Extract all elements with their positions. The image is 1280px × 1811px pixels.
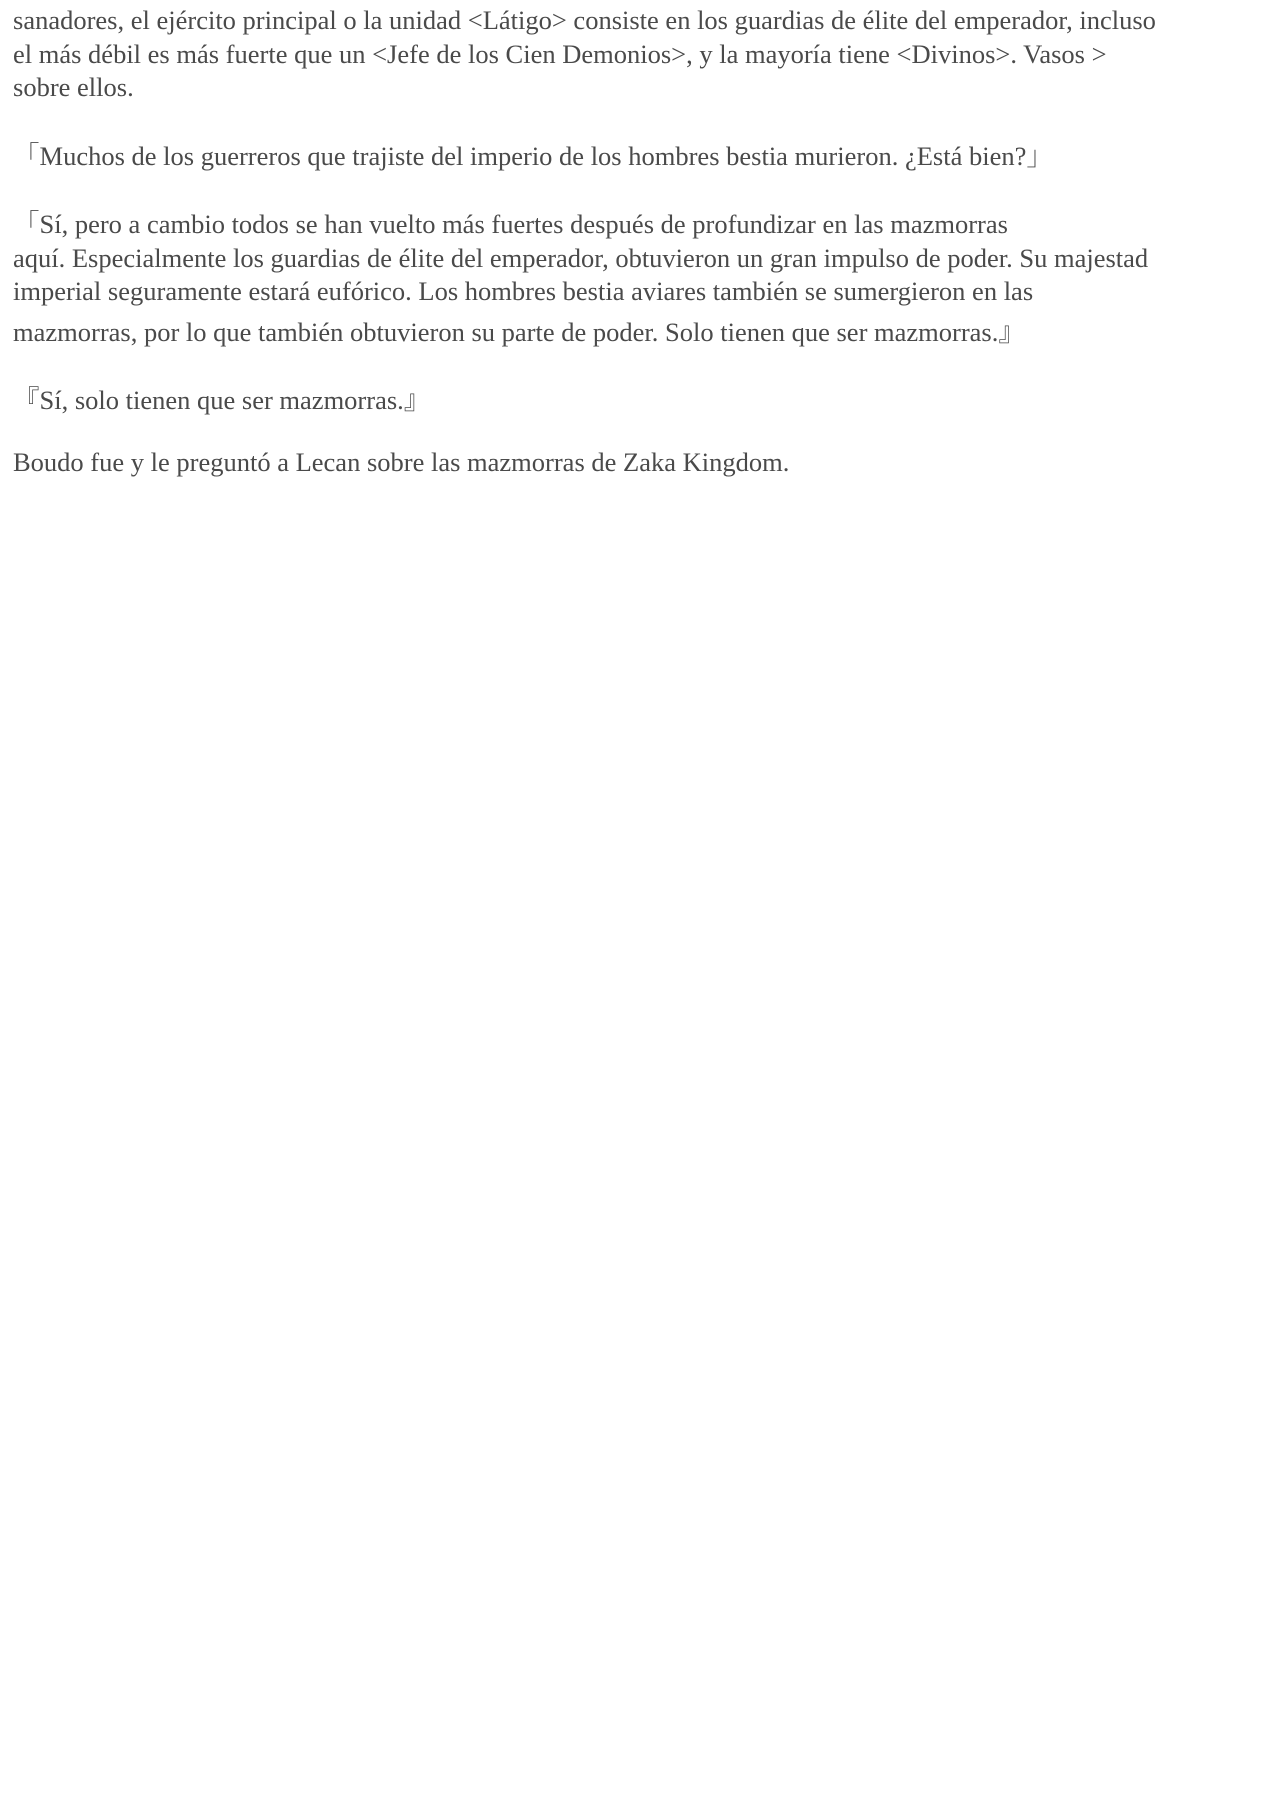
paragraph-dialogue-2 [13,208,1275,349]
text-line: aquí. Especialmente los guardias de élite del emperador, obtuvieron un gran impulso de poder. Su majestad [13,242,1149,273]
paragraph-dialogue-1 [13,140,1275,174]
document-page [13,4,1275,479]
text-line: imperial seguramente estará eufórico. Los hombres bestia aviares también se sumergieron en las [13,276,1034,306]
paragraph-narration-2 [13,446,1275,480]
text-line: 「Sí, pero a cambio todos se han vuelto más fuertes después de profundizar en las mazmorras [13,209,1008,239]
text-line: sanadores, el ejército principal o la unidad <Látigo> consiste en los guardias de élite del emperador, incluso [13,5,1156,35]
text-line: 「Muchos de los guerreros que trajiste del imperio de los hombres bestia murieron. ¿Está bien?」 [13,140,1053,171]
paragraph-dialogue-3 [13,384,1275,418]
paragraph-narration-1 [13,4,1275,105]
text-line: el más débil es más fuerte que un <Jefe de los Cien Demonios>, y la mayoría tiene <Divinos>. Vasos > [13,38,1107,69]
text-line: sobre ellos. [13,72,134,102]
text-line: mazmorras, por lo que también obtuvieron su parte de poder. Solo tienen que ser mazmorras.』 [13,316,1025,347]
text-line: 『Sí, solo tienen que ser mazmorras.』 [13,385,431,415]
text-line: Boudo fue y le preguntó a Lecan sobre las mazmorras de Zaka Kingdom. [13,446,790,477]
